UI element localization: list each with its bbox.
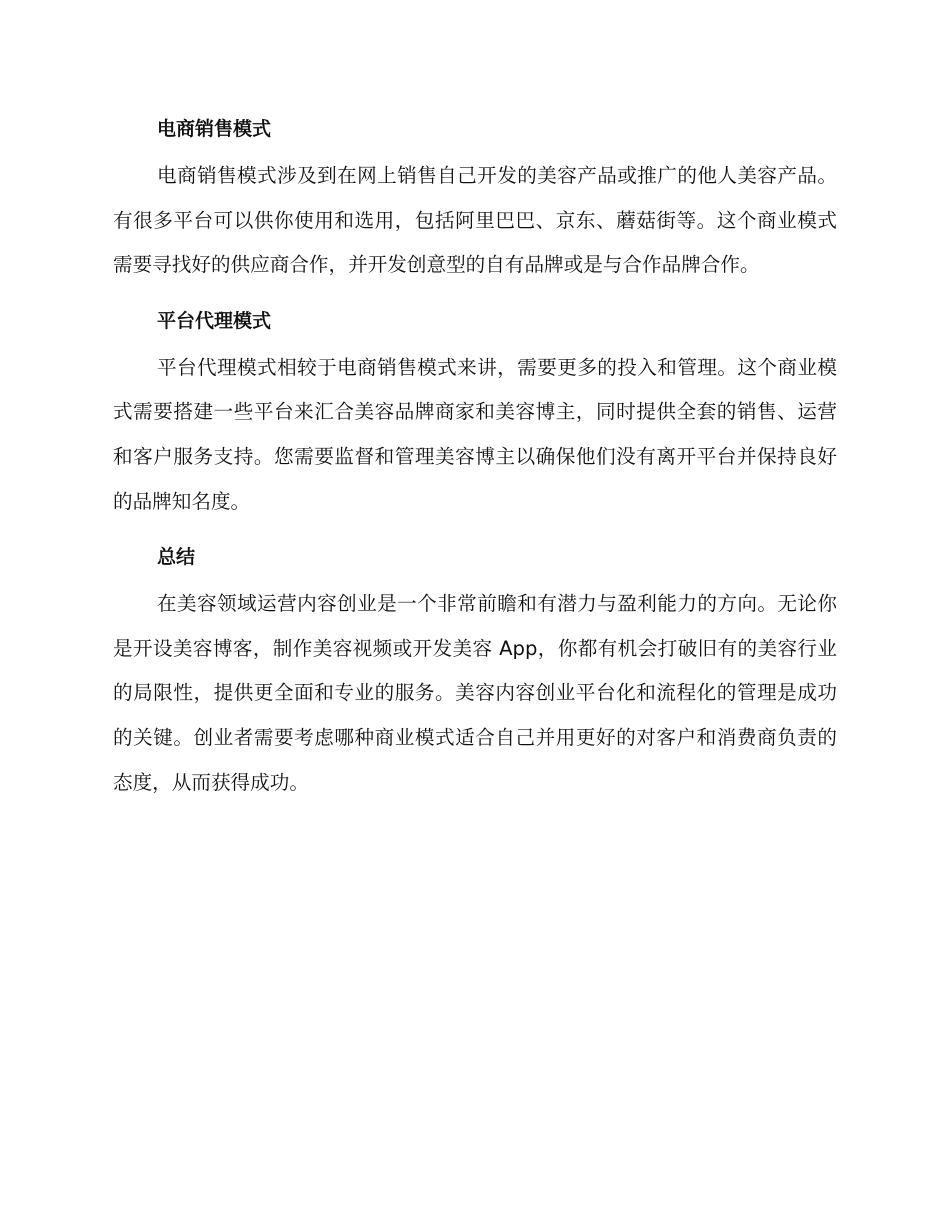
section-paragraph-platform-agency: 平台代理模式相较于电商销售模式来讲，需要更多的投入和管理。这个商业模式需要搭建一些平台来汇合美容品牌商家和美容博主，同时提供全套的销售、运营和客户服务支持。您需要监督和管理美容博主以确保他们没有离开平台并保持良好的品牌知名度。 [113, 355, 837, 513]
section-heading-summary: 总结 [157, 546, 196, 569]
document-page [113, 112, 837, 805]
section-paragraph-summary: 在美容领域运营内容创业是一个非常前瞻和有潜力与盈利能力的方向。无论你是开设美容博客，制作美容视频或开发美容 App，你都有机会打破旧有的美容行业的局限性，提供更全面和专业的服务。美容内容创业平台化和流程化的管理是成功的关键。创业者需要考虑哪种商业模式适合自己并用更好的对客户和消费商负责的态度，从而获得成功。 [113, 592, 837, 794]
section-paragraph-ecommerce: 电商销售模式涉及到在网上销售自己开发的美容产品或推广的他人美容产品。有很多平台可以供你使用和选用，包括阿里巴巴、京东、蘑菇街等。这个商业模式需要寻找好的供应商合作，并开发创意型的自有品牌或是与合作品牌合作。 [113, 164, 837, 277]
section-heading-platform-agency: 平台代理模式 [157, 309, 272, 332]
section-heading-ecommerce: 电商销售模式 [157, 118, 272, 140]
